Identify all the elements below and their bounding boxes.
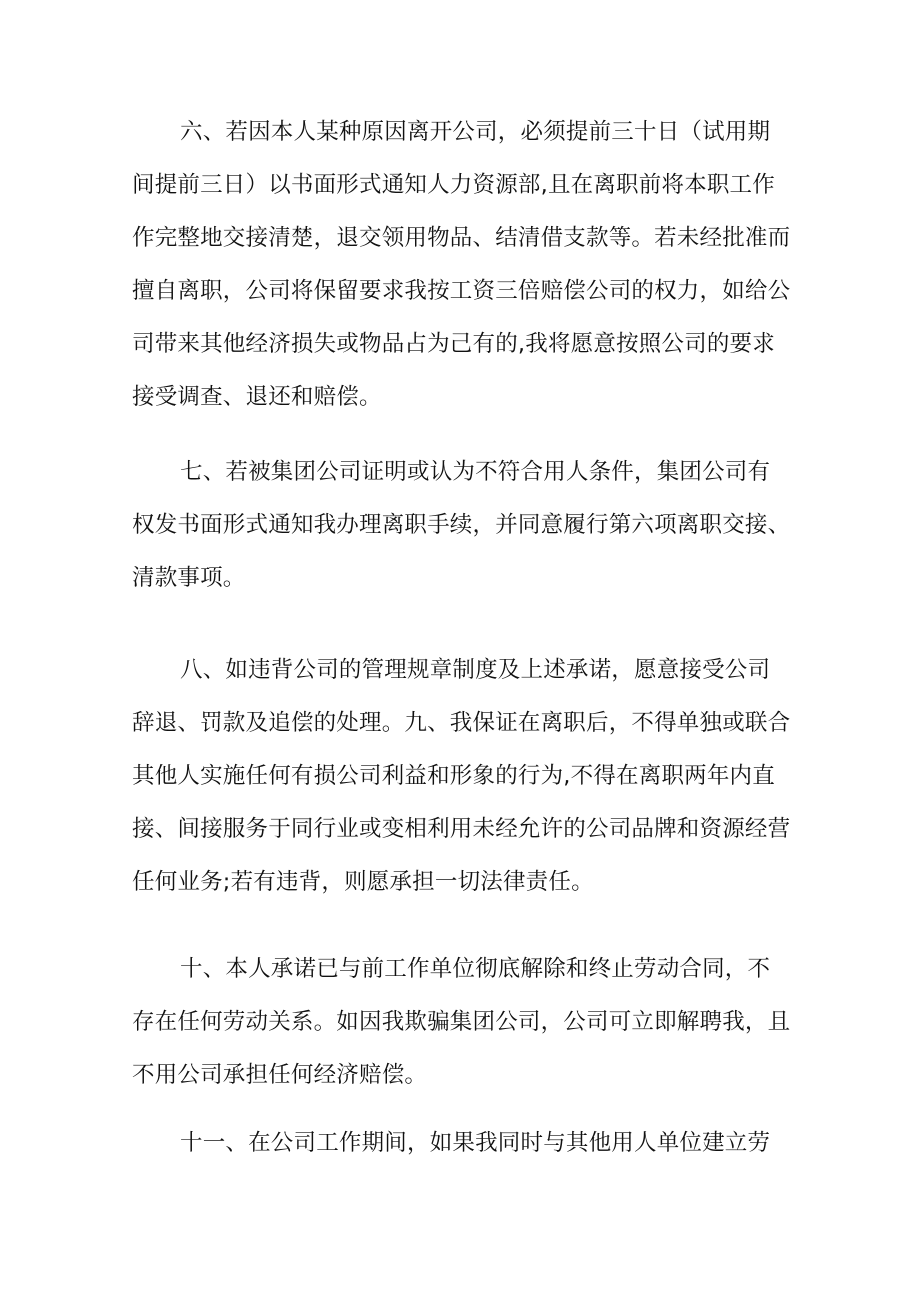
clause-ten — [132, 943, 802, 1102]
text-line: 存在任何劳动关系。如因我欺骗集团公司，公司可立即解聘我，且 — [132, 1009, 791, 1035]
text-line: 擅自离职，公司将保留要求我按工资三倍赔偿公司的权力，如给公 — [132, 278, 791, 304]
text-line: 接受调查、退还和赔偿。 — [132, 384, 382, 410]
text-line: 十、本人承诺已与前工作单位彻底解除和终止劳动合同，不 — [180, 956, 771, 982]
clause-six — [132, 106, 802, 424]
text-line: 权发书面形式通知我办理离职手续，并同意履行第六项离职交接、 — [132, 512, 791, 538]
text-line: 七、若被集团公司证明或认为不符合用人条件，集团公司有 — [180, 459, 771, 485]
text-line: 六、若因本人某种原因离开公司，必须提前三十日（试用期 — [180, 119, 771, 145]
clause-eight-nine — [132, 644, 802, 909]
text-line: 十一、在公司工作期间，如果我同时与其他用人单位建立劳 — [180, 1130, 771, 1156]
text-line: 作完整地交接清楚，退交领用物品、结清借支款等。若未经批准而 — [132, 225, 791, 251]
clause-eleven — [132, 1117, 802, 1170]
text-line: 其他人实施任何有损公司利益和形象的行为,不得在离职两年内直 — [132, 763, 775, 789]
text-line: 清款事项。 — [132, 565, 246, 591]
clause-seven — [132, 446, 802, 605]
text-line: 任何业务;若有违背，则愿承担一切法律责任。 — [132, 869, 594, 895]
text-line: 司带来其他经济损失或物品占为己有的,我将愿意按照公司的要求 — [132, 331, 775, 357]
text-line: 八、如违背公司的管理规章制度及上述承诺，愿意接受公司 — [180, 657, 771, 683]
text-line: 间提前三日）以书面形式通知人力资源部,且在离职前将本职工作 — [132, 172, 775, 198]
text-line: 接、间接服务于同行业或变相利用未经允许的公司品牌和资源经营 — [132, 816, 791, 842]
text-line: 不用公司承担任何经济赔偿。 — [132, 1062, 428, 1088]
text-line: 辞退、罚款及追偿的处理。九、我保证在离职后，不得单独或联合 — [132, 710, 791, 736]
